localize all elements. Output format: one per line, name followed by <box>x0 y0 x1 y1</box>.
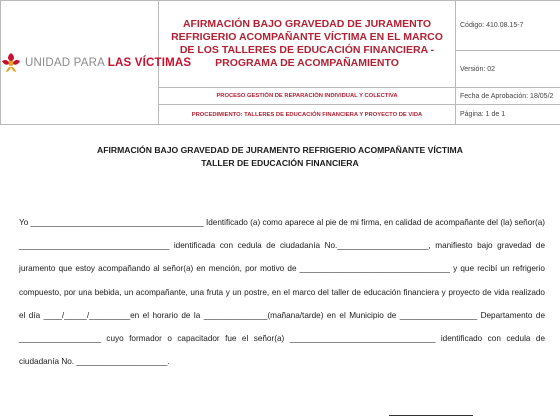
signature-line <box>389 415 473 416</box>
form-title: AFIRMACIÓN BAJO GRAVEDAD DE JURAMENTO REFRIGERIO ACOMPAÑANTE VÍCTIMA EN EL MARCO DE LOS TALLERES DE EDUCACIÓN FINANCIERA - PROGRAMA DE ACOMPAÑAMIENTO <box>159 1 456 88</box>
document-header <box>0 0 560 125</box>
flower-logo-icon <box>1 52 21 74</box>
page-number: Página: 1 de 1 <box>456 105 560 125</box>
document-title-line1: AFIRMACIÓN BAJO GRAVEDAD DE JURAMENTO REFRIGERIO ACOMPAÑANTE VÍCTIMA <box>97 145 463 155</box>
form-version: Versión: 02 <box>456 51 560 88</box>
document-title <box>0 144 560 169</box>
form-code: Código: 410.08.15-7 <box>456 1 560 51</box>
logo-text: UNIDAD PARA LAS VÍCTIMAS <box>25 56 192 69</box>
procedure-name: PROCEDIMIENTO: TALLERES DE EDUCACIÓN FINANCIERA Y PROYECTO DE VIDA <box>159 105 456 125</box>
process-name: PROCESO GESTIÓN DE REPARACIÓN INDIVIDUAL Y COLECTIVA <box>159 88 456 105</box>
affidavit-body <box>19 211 545 373</box>
unidad-victimas-logo <box>1 1 192 124</box>
affidavit-paragraph: Yo ______________________________________ Identificado (a) como aparece al pie de mi firma, en calidad de acompañante del (la) señor(a) _________________________________ identificada con cedula de ciudadanía No.____________________, manifiesto bajo gravedad de juramento que estoy acompañando al señor(a) en mención, por motivo de _________________________________ y que recibí un refrigerio compuesto, por una bebida, un acompañante, una fruta y un postre, en el marco del taller de educación financiera y proyecto de vida realizado el día ____/_____/_________en el horario de la ______________(mañana/tarde) en el Municipio de _________________ Departamento de __________________ cuyo formador o capacitador fue el señor(a) ________________________________ identificado con cedula de ciudadanía No. ____________________. <box>19 218 545 367</box>
document-title-line2: TALLER DE EDUCACIÓN FINANCIERA <box>201 157 359 168</box>
approval-date: Fecha de Aprobación: 18/05/2 <box>456 88 560 105</box>
logo-cell <box>1 1 192 125</box>
